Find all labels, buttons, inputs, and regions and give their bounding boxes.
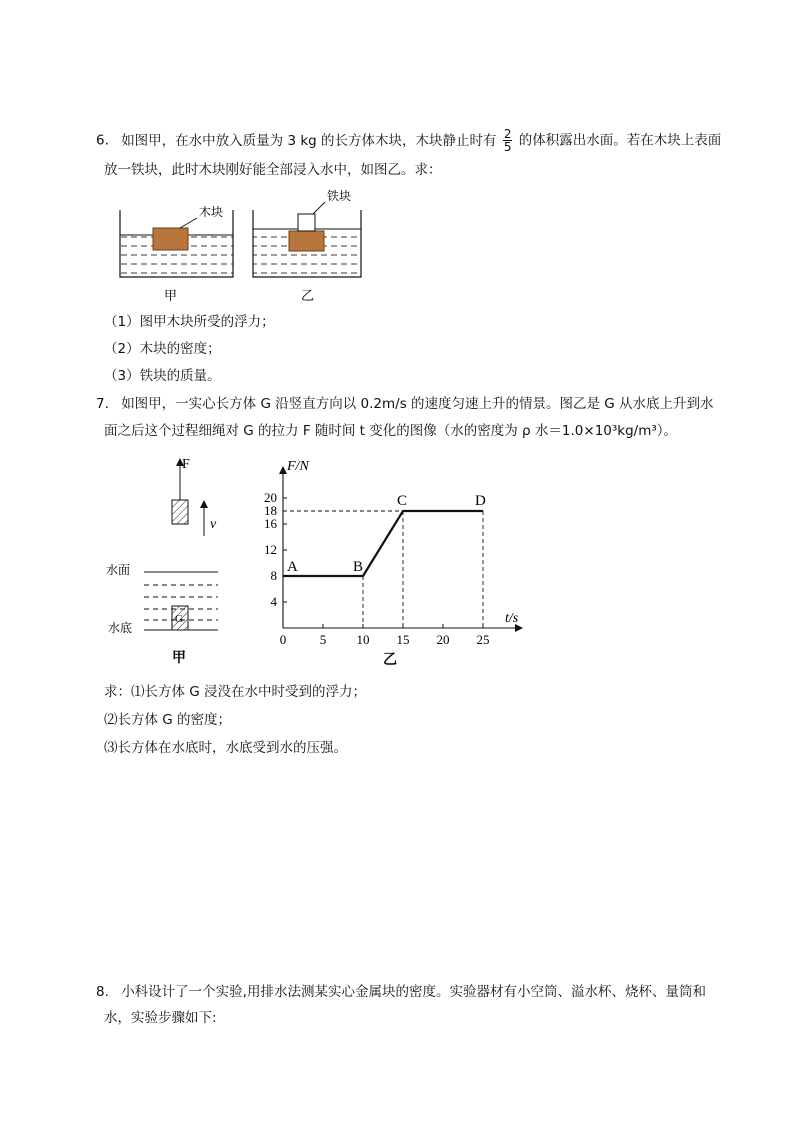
q7-chart	[255, 452, 535, 670]
q6-text-b: 的体积露出水面。若在木块上表面	[518, 132, 722, 149]
y-axis-arrow	[279, 466, 287, 474]
caption-yi-7: 乙	[383, 652, 397, 668]
caption-jia-7: 甲	[172, 650, 186, 666]
point-label-a: A	[287, 559, 298, 575]
x-tick-label: 5	[319, 632, 327, 647]
q6-figure	[110, 188, 380, 306]
q7-sub1: 求：⑴长方体 G 浸没在水中时受到的浮力；	[104, 684, 367, 700]
q6-sub2: （2）木块的密度；	[104, 341, 221, 357]
q6-text-a: 如图甲，在水中放入质量为 3 kg 的长方体木块，木块静止时有	[121, 132, 497, 149]
q7-sub3: ⑶长方体在水底时，水底受到水的压强。	[104, 740, 347, 756]
q8-text1: 小科设计了一个实验,用排水法测某实心金属块的密度。实验器材有小空筒、溢水杯、烧杯、量筒和	[121, 984, 706, 1000]
caption-yi-6: 乙	[301, 289, 315, 304]
chart-axes	[279, 459, 523, 632]
y-tick-label: 20	[264, 490, 277, 505]
force-time-line	[283, 511, 483, 576]
x-tick-label: 20	[436, 632, 450, 647]
q7-line1	[96, 394, 714, 414]
point-label-d: D	[475, 493, 486, 509]
q6-frac-num: 2	[503, 127, 512, 141]
x-axis-label: t/s	[505, 611, 519, 626]
q7-line2: 面之后这个过程细绳对 G 的拉力 F 随时间 t 变化的图像（水的密度为 ρ 水＝1.0×10³kg/m³）。	[104, 423, 678, 439]
q7-figure-left	[100, 452, 235, 667]
wood-block-left	[153, 228, 188, 250]
beaker-right	[253, 188, 361, 277]
y-tick-label: 12	[264, 542, 277, 557]
beaker-left	[120, 204, 233, 277]
q8-number: 8.	[96, 984, 109, 1000]
q7-number: 7.	[96, 396, 109, 412]
q6-line2: 放一铁块，此时木块刚好能全部浸入水中，如图乙。求：	[104, 162, 442, 178]
wood-block-right	[289, 231, 324, 251]
y-axis-label: F/N	[287, 459, 309, 474]
velocity-arrow-head	[200, 500, 208, 508]
point-label-c: C	[397, 493, 408, 509]
chart-point-labels	[287, 493, 486, 575]
x-tick-label: 15	[396, 632, 410, 647]
chart-series	[283, 511, 483, 576]
q7-sub2: ⑵长方体 G 的密度；	[104, 712, 232, 728]
q8-line2: 水，实验步骤如下:	[104, 1010, 217, 1026]
q6-number: 6.	[96, 132, 109, 149]
y-tick-label: 18	[264, 503, 277, 518]
iron-block	[298, 214, 315, 231]
q6-fraction	[503, 128, 513, 153]
q6-line1	[96, 128, 721, 153]
label-v: v	[210, 517, 217, 532]
label-G: G	[175, 613, 183, 625]
block-G-upper	[172, 500, 188, 524]
caption-jia-6: 甲	[164, 289, 178, 304]
q6-sub3: （3）铁块的质量。	[104, 368, 221, 384]
label-F-left: F	[182, 457, 190, 472]
label-water-bottom: 水底	[108, 621, 133, 635]
x-tick-label: 0	[279, 632, 287, 647]
y-tick-label: 16	[264, 516, 277, 531]
x-tick-label: 10	[356, 632, 370, 647]
point-label-b: B	[353, 559, 364, 575]
q8-line1	[96, 982, 706, 1002]
label-wood: 木块	[199, 205, 224, 219]
y-tick-label: 8	[270, 568, 277, 583]
q7-text1: 如图甲，一实心长方体 G 沿竖直方向以 0.2m/s 的速度匀速上升的情景。图乙是 G 从水底上升到水	[121, 396, 714, 412]
label-water-surface: 水面	[106, 563, 131, 577]
x-tick-label: 25	[476, 632, 490, 647]
y-tick-label: 4	[270, 594, 277, 609]
q6-sub1: （1）图甲木块所受的浮力；	[104, 314, 275, 330]
label-iron: 铁块	[327, 189, 352, 203]
chart-guides	[283, 511, 483, 628]
q6-frac-den: 5	[503, 140, 512, 154]
